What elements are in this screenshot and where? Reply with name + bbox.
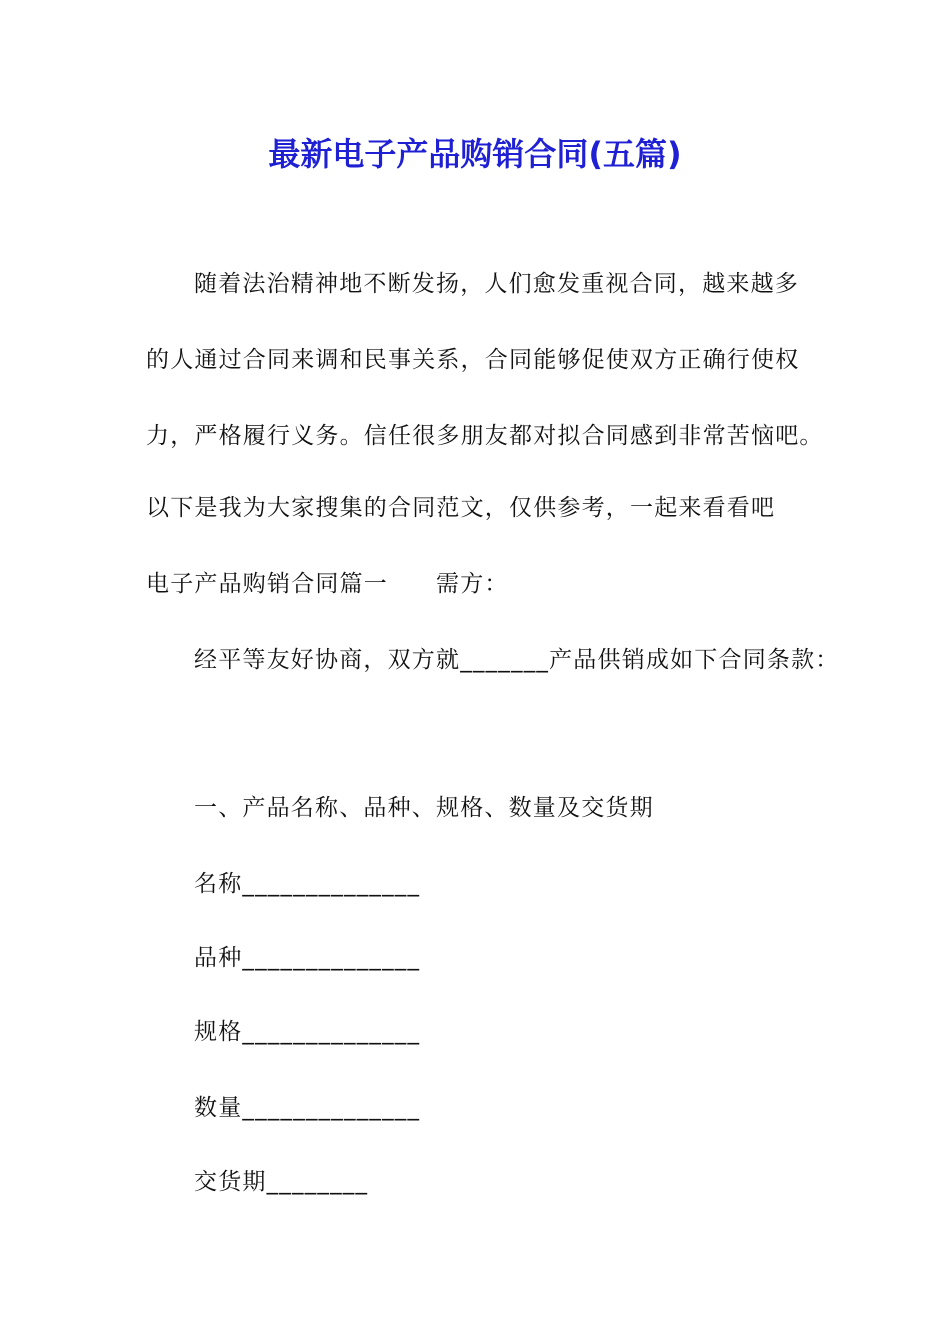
field-delivery-period: 交货期________ — [194, 1169, 369, 1195]
intro-line-2: 的人通过合同来调和民事关系，合同能够促使双方正确行使权 — [146, 347, 800, 373]
intro-line-3: 力，严格履行义务。信任很多朋友都对拟合同感到非常苦恼吧。 — [146, 423, 824, 449]
intro-line-4: 以下是我为大家搜集的合同范文，仅供参考，一起来看看吧 — [146, 495, 776, 521]
section-heading: 电子产品购销合同篇一 — [146, 571, 388, 597]
document-title: 最新电子产品购销合同(五篇) — [268, 135, 682, 173]
agreement-line: 经平等友好协商，双方就_______产品供销成如下合同条款： — [194, 647, 840, 673]
intro-line-1: 随着法治精神地不断发扬，人们愈发重视合同，越来越多 — [194, 271, 799, 297]
field-spec: 规格______________ — [194, 1019, 421, 1045]
field-name: 名称______________ — [194, 871, 421, 897]
field-variety: 品种______________ — [194, 945, 421, 971]
buyer-label: 需方： — [436, 571, 509, 597]
section-heading-row — [146, 568, 509, 600]
clause-one-heading: 一、产品名称、品种、规格、数量及交货期 — [194, 795, 654, 821]
field-quantity: 数量______________ — [194, 1095, 421, 1121]
